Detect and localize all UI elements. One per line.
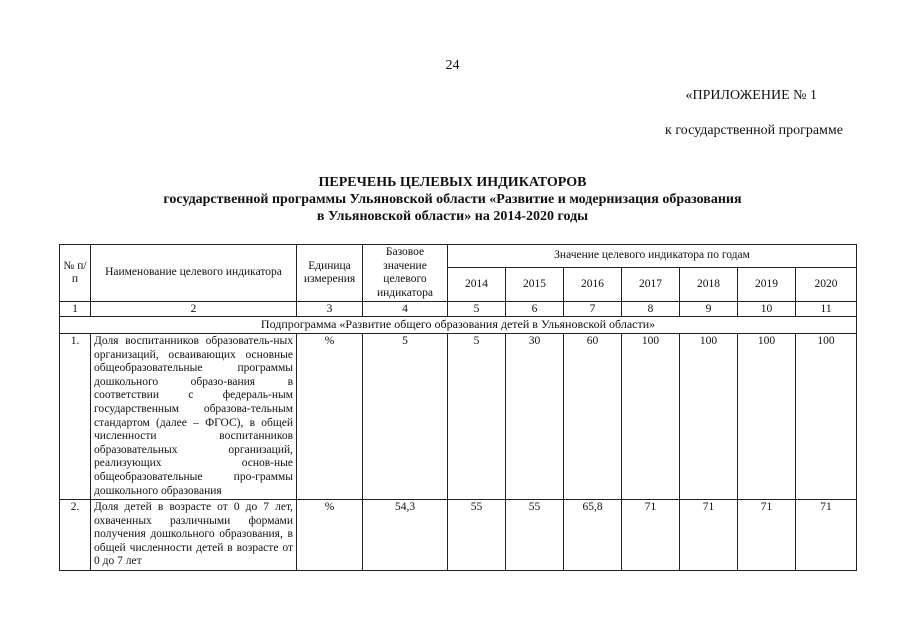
- column-number: 9: [680, 302, 738, 317]
- row-base: 5: [363, 333, 448, 499]
- header-unit: Единица измерения: [297, 245, 363, 302]
- header-year: 2019: [738, 268, 796, 302]
- table-row: [60, 500, 857, 571]
- header-year: 2018: [680, 268, 738, 302]
- header-year: 2017: [622, 268, 680, 302]
- header-year: 2020: [796, 268, 857, 302]
- column-number: 1: [60, 302, 91, 317]
- row-value: 71: [680, 500, 738, 571]
- row-value: 100: [622, 333, 680, 499]
- column-numbers-row: [60, 302, 857, 317]
- row-value: 30: [506, 333, 564, 499]
- row-value: 100: [738, 333, 796, 499]
- column-number: 11: [796, 302, 857, 317]
- header-base: Базовое значение целевого индикатора: [363, 245, 448, 302]
- appendix-subtitle: к государственной программе: [665, 123, 843, 138]
- document-heading: [0, 174, 905, 225]
- row-value: 71: [796, 500, 857, 571]
- row-value: 5: [448, 333, 506, 499]
- row-unit: %: [297, 333, 363, 499]
- column-number: 7: [564, 302, 622, 317]
- header-name: Наименование целевого индикатора: [91, 245, 297, 302]
- column-number: 10: [738, 302, 796, 317]
- header-year: 2015: [506, 268, 564, 302]
- header-year: 2016: [564, 268, 622, 302]
- header-years-group: Значение целевого индикатора по годам: [448, 245, 857, 268]
- appendix-title: «ПРИЛОЖЕНИЕ № 1: [685, 88, 817, 103]
- indicators-table: [59, 244, 857, 571]
- row-base: 54,3: [363, 500, 448, 571]
- row-num: 1.: [60, 333, 91, 499]
- row-value: 60: [564, 333, 622, 499]
- row-value: 71: [738, 500, 796, 571]
- column-number: 2: [91, 302, 297, 317]
- heading-line-1: ПЕРЕЧЕНЬ ЦЕЛЕВЫХ ИНДИКАТОРОВ: [318, 175, 587, 190]
- column-number: 6: [506, 302, 564, 317]
- row-value: 65,8: [564, 500, 622, 571]
- row-value: 71: [622, 500, 680, 571]
- subprogram-title: Подпрограмма «Развитие общего образования детей в Ульяновской области»: [60, 317, 857, 334]
- column-number: 5: [448, 302, 506, 317]
- table-row: [60, 333, 857, 499]
- row-name: Доля детей в возрасте от 0 до 7 лет, охваченных различными формами получения дошкольного образования, в общей численности детей в возрасте от 0 до 7 лет: [91, 500, 297, 571]
- row-value: 100: [796, 333, 857, 499]
- column-number: 4: [363, 302, 448, 317]
- row-name: Доля воспитанников образователь-ных организаций, осваивающих основные общеобразовательные программы дошкольного образо-вания в соответствии с федераль-ным государственным образова-тельным стандартом (далее – ФГОС), в общей численности воспитанников образовательных организаций, реализующих основ-ные общеобразовательные про-граммы дошкольного образования: [91, 333, 297, 499]
- subprogram-row: [60, 317, 857, 334]
- row-value: 100: [680, 333, 738, 499]
- row-unit: %: [297, 500, 363, 571]
- heading-line-3: в Ульяновской области» на 2014-2020 годы: [316, 209, 589, 224]
- page-number: 24: [445, 58, 460, 73]
- column-number: 3: [297, 302, 363, 317]
- row-value: 55: [448, 500, 506, 571]
- row-num: 2.: [60, 500, 91, 571]
- header-row-1: [60, 245, 857, 268]
- header-year: 2014: [448, 268, 506, 302]
- row-value: 55: [506, 500, 564, 571]
- column-number: 8: [622, 302, 680, 317]
- header-num: № п/п: [60, 245, 91, 302]
- heading-line-2: государственной программы Ульяновской области «Развитие и модернизация образования: [163, 192, 742, 207]
